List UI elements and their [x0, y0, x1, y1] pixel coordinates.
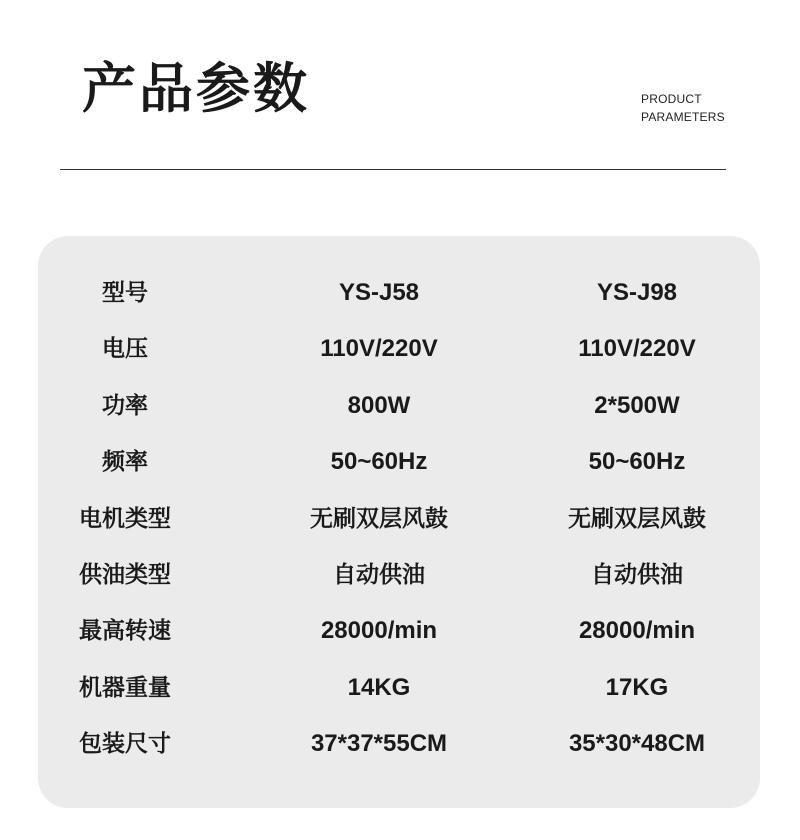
row-value-speed-a: 28000/min [320, 617, 438, 644]
row-value-frequency-b: 50~60Hz [588, 448, 686, 475]
row-value-power-b: 2*500W [594, 392, 680, 419]
row-value-size-b: 35*30*48CM [568, 730, 706, 757]
row-label: 机器重量 [79, 675, 171, 701]
row-value-weight-a: 14KG [347, 674, 411, 701]
row-label: 最高转速 [79, 618, 171, 644]
row-label: 型号 [102, 280, 148, 306]
row-value-speed-b: 28000/min [578, 617, 696, 644]
subtitle-line-product: PRODUCT [641, 92, 702, 106]
row-label: 频率 [102, 449, 148, 475]
table-row-frequency [38, 442, 760, 482]
row-value-power-a: 800W [347, 392, 411, 419]
table-row-oil-supply [38, 555, 760, 595]
row-value-motor-b: 无刷双层风鼓 [568, 506, 706, 532]
row-value-motor-a: 无刷双层风鼓 [310, 506, 448, 532]
row-value-size-a: 37*37*55CM [310, 730, 448, 757]
table-row-motor-type [38, 499, 760, 539]
parameters-table [38, 236, 760, 808]
page-title: 产品参数 [82, 57, 310, 120]
row-label: 包装尺寸 [79, 731, 171, 757]
row-value-voltage-a: 110V/220V [320, 335, 438, 362]
table-row-power [38, 386, 760, 426]
row-value-oil-b: 自动供油 [591, 562, 683, 588]
row-value-oil-a: 自动供油 [333, 562, 425, 588]
table-row-model [38, 273, 760, 313]
row-label: 电机类型 [79, 506, 171, 532]
subtitle-line-parameters: PARAMETERS [641, 110, 725, 124]
row-label: 功率 [102, 393, 148, 419]
table-row-package-size [38, 724, 760, 764]
row-label: 供油类型 [79, 562, 171, 588]
row-label: 电压 [102, 336, 148, 362]
table-row-voltage [38, 329, 760, 369]
row-value-weight-b: 17KG [605, 674, 669, 701]
header-divider [60, 169, 726, 170]
row-value-voltage-b: 110V/220V [578, 335, 696, 362]
table-row-max-speed [38, 611, 760, 651]
table-row-weight [38, 668, 760, 708]
page-subtitle [641, 90, 725, 126]
row-value-model-b: YS-J98 [596, 279, 678, 306]
row-value-model-a: YS-J58 [338, 279, 420, 306]
row-value-frequency-a: 50~60Hz [330, 448, 428, 475]
